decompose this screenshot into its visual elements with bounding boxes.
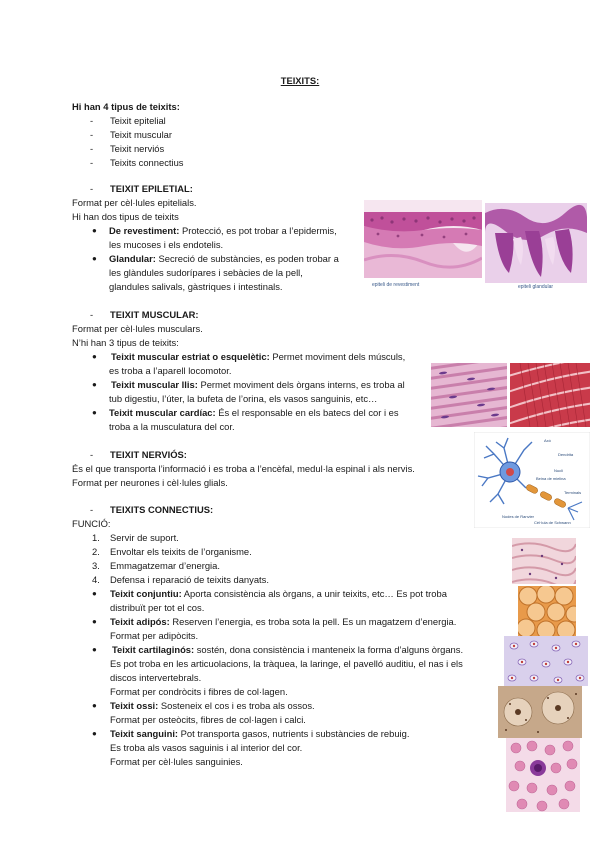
connectius-item: Teixit conjuntiu: Aporta consistència als òrgans, a unir teixits, etc… Es pot troba: [110, 588, 447, 599]
neuron-label: Terminals: [564, 490, 582, 495]
nervios-line2: Format per neurones i cèl·lules glials.: [72, 477, 228, 488]
neuron-label: Axó: [544, 438, 551, 443]
epitelial-item-cont: glandules salivals, gàstriques i intestinals.: [109, 281, 283, 292]
bullet: ●: [92, 589, 97, 598]
striated-muscle-image: [510, 363, 590, 427]
section-heading-nervios: TEIXIT NERVIÓS:: [110, 449, 187, 460]
epitelial-line2: Hi han dos tipus de teixits: [72, 211, 179, 222]
muscular-item: Teixit muscular llis: Permet moviment dels òrgans interns, es troba al: [111, 379, 405, 390]
connectius-item: Teixit adipós: Reserven l’energia, es troba sota la pell. Es un magatzem d’energia.: [110, 616, 457, 627]
muscular-line2: N’hi han 3 tipus de teixits:: [72, 337, 179, 348]
neuron-label: Dendrita: [558, 452, 574, 457]
muscular-item: Teixit muscular estriat o esquelètic: Permet moviment dels músculs,: [111, 351, 406, 362]
image-caption: epiteli glandular: [518, 284, 554, 290]
section-heading-connectius: TEIXITS CONNECTIUS:: [110, 504, 214, 515]
neuron-label: Cèl·lula de Schwann: [534, 520, 571, 525]
connectius-item-cont: distribuït per tot el cos.: [110, 602, 205, 613]
list-number: 4.: [92, 574, 100, 585]
connectius-item-cont: Es troba als vasos saguinis i al interior del cor.: [110, 742, 303, 753]
epithelial-glandular-image: [485, 203, 587, 291]
connectius-item-cont: Format per cèl·lules sanguinies.: [110, 756, 243, 767]
connectius-item-cont: Format per osteòcits, fibres de col·lagen i calci.: [110, 714, 306, 725]
muscular-item-cont: es troba a l’aparell locomotor.: [109, 365, 232, 376]
bullet: ●: [92, 226, 97, 235]
epitelial-line1: Format per cèl·lules epitelials.: [72, 197, 197, 208]
section-heading-muscular: TEIXIT MUSCULAR:: [110, 309, 199, 320]
cartilage-tissue-image: [504, 636, 588, 686]
epitelial-item: De revestiment: Protecció, es pot trobar a l’epidermis,: [109, 225, 337, 236]
connectius-item-cont: discos intervertebrals.: [110, 672, 202, 683]
numbered-item: Defensa i reparació de teixits danyats.: [110, 574, 269, 585]
dash: -: [90, 157, 94, 168]
dash: -: [90, 309, 94, 320]
dash: -: [90, 504, 94, 515]
image-caption: epiteli de revestiment: [372, 282, 420, 288]
epitelial-item: Glandular: Secreció de substàncies, es poden trobar a: [109, 253, 339, 264]
intro-item: Teixit nerviós: [110, 143, 165, 154]
bullet: ●: [92, 701, 97, 710]
muscular-line1: Format per cèl·lules musculars.: [72, 323, 203, 334]
dash: -: [90, 115, 94, 126]
bullet: ●: [92, 352, 97, 361]
bullet: ●: [92, 380, 97, 389]
nervios-line1: És el que transporta l’informació i es troba a l’encèfal, medul·la espinal i als nervis.: [72, 463, 415, 474]
bullet: ●: [92, 617, 97, 626]
list-number: 1.: [92, 532, 100, 543]
intro-item: Teixit epitelial: [110, 115, 166, 126]
neuron-label: Beina de mielina: [536, 476, 566, 481]
neuron-label: Nodes de Ranvier: [502, 514, 535, 519]
smooth-muscle-image: [431, 363, 507, 427]
connectius-item-cont: Es pot troba en les articuolacions, la tràquea, la laringe, el pavelló auditiu, el nas i els: [110, 658, 463, 669]
list-number: 3.: [92, 560, 100, 571]
connective-tissue-image: [512, 538, 576, 584]
section-heading-epitelial: TEIXIT EPILETIAL:: [110, 183, 193, 194]
epitelial-item-cont: les glàndules sudorípares i sebàcies de la pell,: [109, 267, 303, 278]
dash: -: [90, 183, 94, 194]
intro-item: Teixits connectius: [110, 157, 184, 168]
dash: -: [90, 129, 94, 140]
numbered-item: Servir de suport.: [110, 532, 179, 543]
bullet: ●: [92, 729, 97, 738]
dash: -: [90, 449, 94, 460]
adipose-tissue-image: [518, 586, 576, 636]
intro-item: Teixit muscular: [110, 129, 172, 140]
blood-tissue-image: [506, 738, 580, 812]
muscular-item: Teixit muscular cardíac: És el responsable en els batecs del cor i es: [109, 407, 399, 418]
connectius-item: Teixit cartilaginós: sostén, dona consistència i manteneix la forma d’alguns òrgans.: [112, 644, 464, 655]
connectius-item-cont: Format per condròcits i fibres de col·lagen.: [110, 686, 288, 697]
dash: -: [90, 143, 94, 154]
neuron-diagram: [474, 432, 590, 528]
epithelial-revestiment-image: [364, 200, 482, 288]
page-title: TEIXITS:: [280, 75, 320, 86]
connectius-funcio: FUNCIÓ:: [72, 518, 111, 529]
numbered-item: Envoltar els teixits de l’organisme.: [110, 546, 252, 557]
bullet: ●: [92, 408, 97, 417]
bone-tissue-image: [498, 686, 582, 738]
list-number: 2.: [92, 546, 100, 557]
muscular-item-cont: troba a la musculatura del cor.: [109, 421, 235, 432]
neuron-label: Nucli: [554, 468, 563, 473]
muscular-item-cont: tub digestiu, l’úter, la bufeta de l’orina, els vasos sanguinis, etc…: [109, 393, 378, 404]
bullet: ●: [92, 645, 97, 654]
intro-heading: Hi han 4 tipus de teixits:: [72, 101, 180, 112]
bullet: ●: [92, 254, 97, 263]
connectius-item: Teixit sanguini: Pot transporta gasos, nutrients i substàncies de rebuig.: [110, 728, 410, 739]
connectius-item: Teixit ossi: Sosteneix el cos i es troba als ossos.: [110, 700, 315, 711]
connectius-item-cont: Format per adipòcits.: [110, 630, 199, 641]
numbered-item: Emmagatzemar d’energia.: [110, 560, 220, 571]
epitelial-item-cont: les mucoses i els endotelis.: [109, 239, 224, 250]
